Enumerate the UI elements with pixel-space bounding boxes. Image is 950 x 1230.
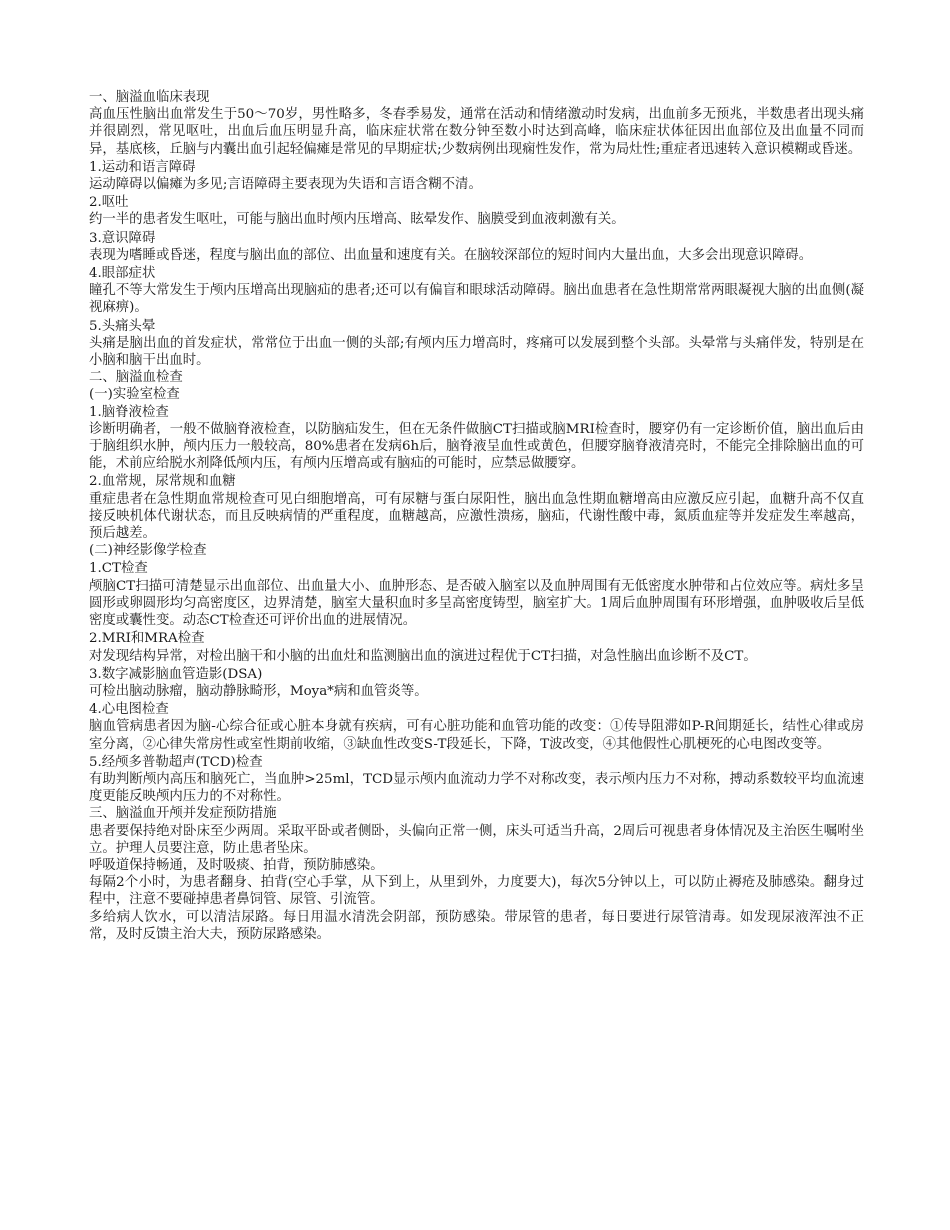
subheading-ecg: 4.心电图检查 [89, 702, 169, 718]
subheading-ct: 1.CT检查 [89, 561, 148, 577]
paragraph-blood-urine: 重症患者在急性期血常规检查可见白细胞增高，可有尿糖与蛋白尿阳性，脑出血急性期血糖增高由应激反应引起，血糖升高不仅直接反映机体代谢状态，而且反映病情的严重程度，血糖越高，应激性溃疡，脑疝，代谢性酸中毒，氮质血症等并发症发生率越高，预后越差。 [89, 491, 864, 542]
section-heading-examination: 二、脑溢血检查 [89, 370, 183, 386]
paragraph-mri-mra: 对发现结构异常，对检出脑干和小脑的出血灶和监测脑出血的演进过程优于CT扫描，对急性脑出血诊断不及CT。 [89, 648, 757, 664]
subheading-lab-tests: (一)实验室检查 [89, 387, 180, 403]
section-heading-prevention: 三、脑溢血开颅并发症预防措施 [89, 806, 277, 822]
paragraph-headache: 头痛是脑出血的首发症状，常常位于出血一侧的头部;有颅内压力增高时，疼痛可以发展到整个头部。头晕常与头痛伴发，特别是在小脑和脑干出血时。 [89, 335, 864, 369]
paragraph-ct: 颅脑CT扫描可清楚显示出血部位、出血量大小、血肿形态、是否破入脑室以及血肿周围有无低密度水肿带和占位效应等。病灶多呈圆形或卵圆形均匀高密度区，边界清楚，脑室大量积血时多呈高密度铸型，脑室扩大。1周后血肿周围有环形增强，血肿吸收后呈低密度或囊性变。动态CT检查还可评价出血的进展情况。 [89, 578, 864, 629]
section-heading-clinical: 一、脑溢血临床表现 [89, 90, 210, 105]
paragraph-vomiting: 约一半的患者发生呕吐，可能与脑出血时颅内压增高、眩晕发作、脑膜受到血液刺激有关。 [89, 212, 625, 228]
subheading-motor-language: 1.运动和语言障碍 [89, 159, 196, 175]
document-page [89, 89, 864, 943]
paragraph-urinary-care: 多给病人饮水，可以清洁尿路。每日用温水清洗会阴部，预防感染。带尿管的患者，每日要进行尿管清毒。如发现尿液浑浊不正常，及时反馈主治大夫，预防尿路感染。 [89, 909, 864, 942]
paragraph-csf: 诊断明确者，一般不做脑脊液检查，以防脑疝发生，但在无条件做脑CT扫描或脑MRI检查时，腰穿仍有一定诊断价值，脑出血后由于脑组织水肿，颅内压力一般较高，80%患者在发病6h后，脑脊液呈血性或黄色，但腰穿脑脊液清亮时，不能完全排除脑出血的可能，术前应给脱水剂降低颅内压，有颅内压增高或有脑疝的可能时，应禁忌做腰穿。 [89, 421, 864, 472]
paragraph-airway: 呼吸道保持畅通，及时吸痰、拍背，预防肺感染。 [89, 857, 384, 873]
paragraph-turning: 每隔2个小时，为患者翻身、拍背(空心手掌，从下到上，从里到外，力度要大)，每次5分钟以上，可以防止褥疮及肺感染。翻身过程中，注意不要碰掉患者鼻饲管、尿管、引流管。 [89, 875, 864, 908]
subheading-mri-mra: 2.MRI和MRA检查 [89, 631, 205, 647]
subheading-vomiting: 2.呕吐 [89, 195, 129, 211]
paragraph-dsa: 可检出脑动脉瘤，脑动静脉畸形，Moya*病和血管炎等。 [89, 683, 428, 699]
subheading-headache: 5.头痛头晕 [89, 318, 156, 334]
subheading-tcd: 5.经颅多普勒超声(TCD)检查 [89, 754, 263, 770]
subheading-imaging: (二)神经影像学检查 [89, 543, 207, 559]
paragraph-clinical-overview: 高血压性脑出血常发生于50～70岁，男性略多，冬春季易发，通常在活动和情绪激动时发病，出血前多无预兆，半数患者出现头痛并很剧烈，常见呕吐，出血后血压明显升高，临床症状常在数分钟至数小时达到高峰，临床症状体征因出血部位及出血量不同而异，基底核，丘脑与内囊出血引起轻偏瘫是常见的早期症状;少数病例出现痫性发作，常为局灶性;重症者迅速转入意识模糊或昏迷。 [89, 107, 864, 157]
paragraph-bed-rest: 患者要保持绝对卧床至少两周。采取平卧或者侧卧，头偏向正常一侧，床头可适当升高，2周后可视患者身体情况及主治医生嘱咐坐立。护理人员要注意，防止患者坠床。 [89, 823, 864, 856]
subheading-blood-urine: 2.血常规，尿常规和血糖 [89, 474, 236, 490]
paragraph-tcd: 有助判断颅内高压和脑死亡，当血肿>25ml，TCD显示颅内血流动力学不对称改变，表示颅内压力不对称，搏动系数较平均血流速度更能反映颅内压力的不对称性。 [89, 771, 864, 805]
paragraph-ecg: 脑血管病患者因为脑-心综合征或心脏本身就有疾病，可有心脏功能和血管功能的改变：①传导阻滞如P-R间期延长，结性心律或房室分离，②心律失常房性或室性期前收缩，③缺血性改变S-T段延长，下降，T波改变，④其他假性心肌梗死的心电图改变等。 [89, 719, 864, 752]
paragraph-motor-language: 运动障碍以偏瘫为多见;言语障碍主要表现为失语和言语含糊不清。 [89, 177, 482, 193]
paragraph-eye-symptoms: 瞳孔不等大常发生于颅内压增高出现脑疝的患者;还可以有偏盲和眼球活动障碍。脑出血患者在急性期常常两眼凝视大脑的出血侧(凝视麻痹)。 [89, 283, 864, 316]
subheading-eye-symptoms: 4.眼部症状 [89, 266, 156, 282]
paragraph-consciousness: 表现为嗜睡或昏迷，程度与脑出血的部位、出血量和速度有关。在脑较深部位的短时间内大量出血，大多会出现意识障碍。 [89, 247, 813, 263]
subheading-dsa: 3.数字减影脑血管造影(DSA) [89, 666, 263, 682]
subheading-csf: 1.脑脊液检查 [89, 404, 169, 420]
subheading-consciousness: 3.意识障碍 [89, 230, 156, 246]
